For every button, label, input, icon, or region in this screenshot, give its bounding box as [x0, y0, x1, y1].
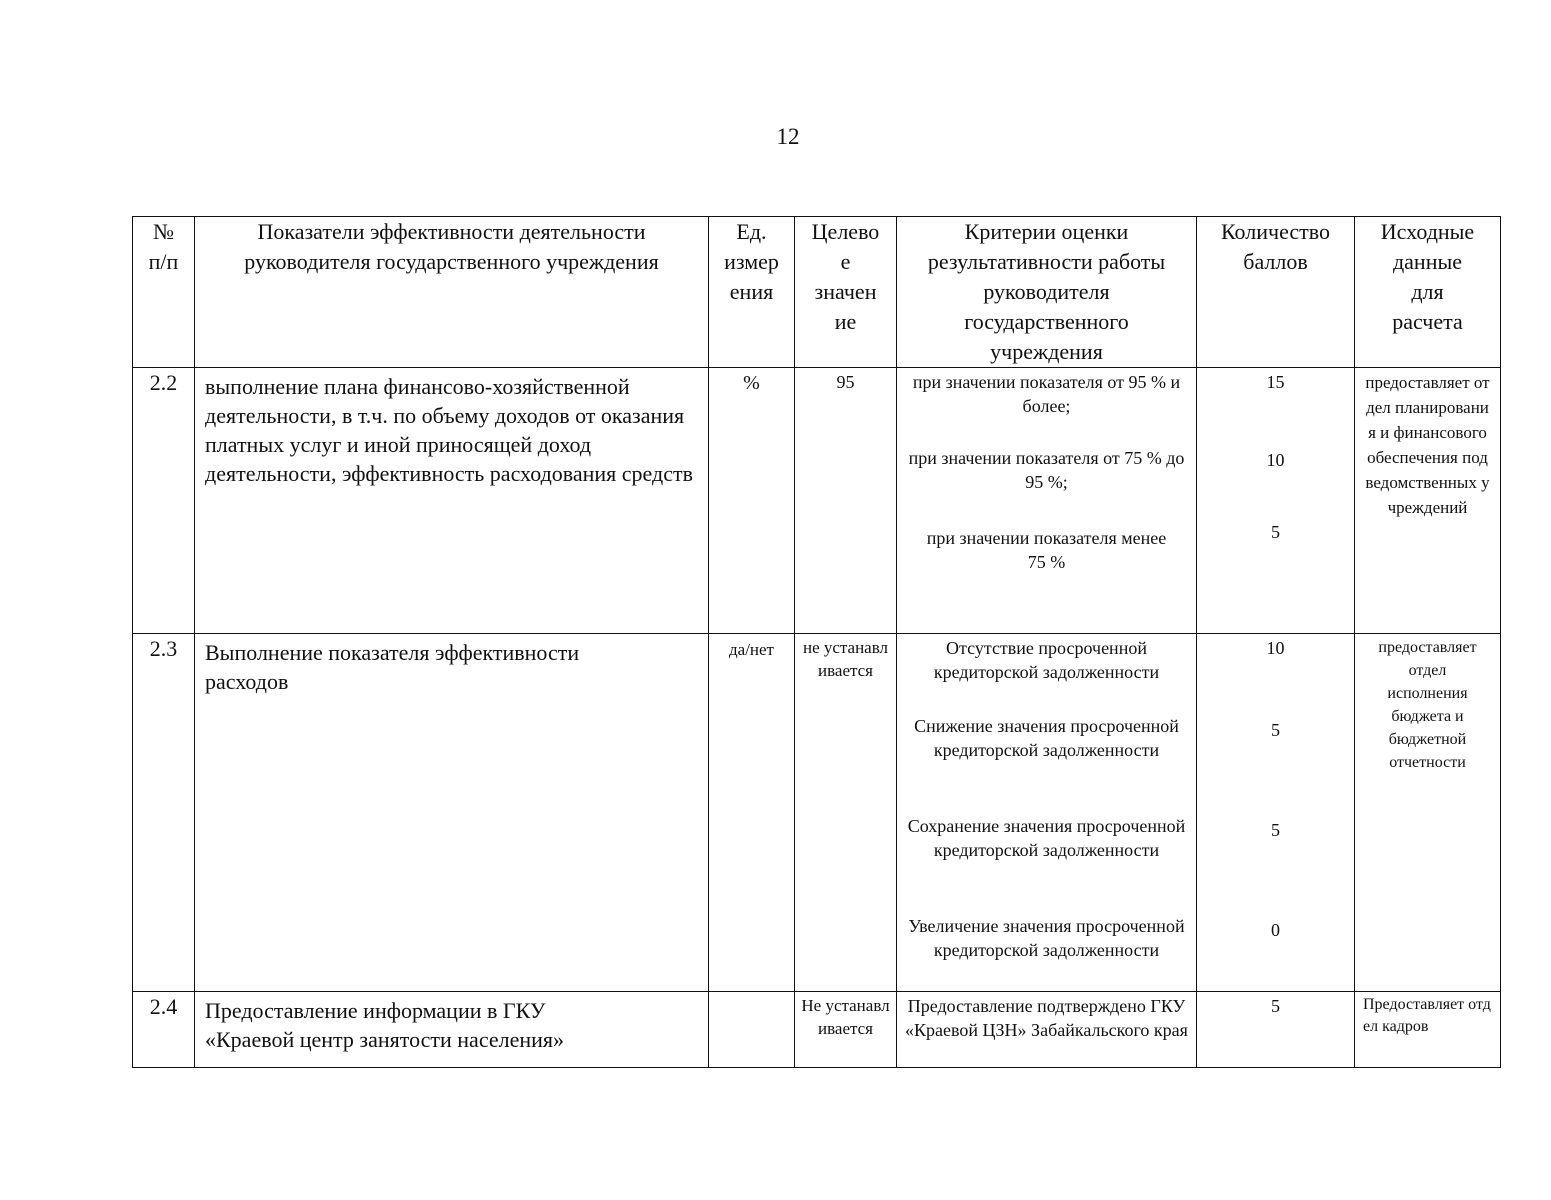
- row-indicator: Выполнение показателя эффективности расходов: [195, 634, 709, 992]
- row-target: 95: [795, 368, 897, 634]
- row-criteria: [897, 992, 1197, 1068]
- row-unit: %: [709, 368, 795, 634]
- score: 0: [1271, 920, 1280, 940]
- page-number: 12: [776, 124, 800, 149]
- row-scores: [1197, 634, 1355, 992]
- row-criteria: [897, 634, 1197, 992]
- row-source: предоставляет отдел планирования и финансового обеспечения подведомственных учреждений: [1355, 368, 1501, 634]
- header-target: Целево е значен ие: [795, 217, 897, 368]
- table-row: [133, 634, 1501, 992]
- header-score: Количество баллов: [1197, 217, 1355, 368]
- row-num: 2.4: [133, 992, 195, 1068]
- criterion: Отсутствие просроченной кредиторской задолженности: [933, 638, 1160, 682]
- row-num: 2.3: [133, 634, 195, 992]
- header-source: Исходные данные для расчета: [1355, 217, 1501, 368]
- row-criteria: [897, 368, 1197, 634]
- criterion: Сохранение значения просроченной кредиторской задолженности: [907, 816, 1186, 860]
- row-target: Не устанавливается: [795, 992, 897, 1068]
- header-criteria: Критерии оценки результативности работы руководителя государственного учреждения: [897, 217, 1197, 368]
- row-target: не устанавливается: [795, 634, 897, 992]
- row-source: Предоставляет отдел кадров: [1355, 992, 1501, 1068]
- score: 15: [1266, 372, 1285, 392]
- score: 5: [1271, 522, 1280, 542]
- header-indicator: Показатели эффективности деятельности руководителя государственного учреждения: [195, 217, 709, 368]
- header-row: [133, 217, 1501, 368]
- criterion: Предоставление подтверждено ГКУ «Краевой ЦЗН» Забайкальского края: [905, 996, 1188, 1040]
- row-indicator: Предоставление информации в ГКУ «Краевой центр занятости населения»: [195, 992, 709, 1068]
- row-num: 2.2: [133, 368, 195, 634]
- score: 5: [1271, 720, 1280, 740]
- criterion: при значении показателя менее 75 %: [926, 528, 1167, 572]
- table-row: [133, 368, 1501, 634]
- criterion: при значении показателя от 95 % и более;: [912, 372, 1181, 416]
- row-source: предоставляет отдел исполнения бюджета и бюджетной отчетности: [1355, 634, 1501, 992]
- row-scores: [1197, 368, 1355, 634]
- score: 5: [1271, 820, 1280, 840]
- row-scores: [1197, 992, 1355, 1068]
- row-unit: да/нет: [709, 634, 795, 992]
- criterion: Увеличение значения просроченной кредиторской задолженности: [908, 916, 1185, 960]
- criterion: при значении показателя от 75 % до 95 %;: [908, 448, 1185, 492]
- score: 10: [1266, 450, 1285, 470]
- header-num: № п/п: [133, 217, 195, 368]
- row-unit: [709, 992, 795, 1068]
- table-row: [133, 992, 1501, 1068]
- score: 5: [1271, 996, 1280, 1016]
- row-indicator: выполнение плана финансово-хозяйственной деятельности, в т.ч. по объему доходов от оказания платных услуг и иной приносящей доход деятельности, эффективность расходования средств: [195, 368, 709, 634]
- criterion: Снижение значения просроченной кредиторской задолженности: [914, 716, 1179, 760]
- header-unit: Ед. измер ения: [709, 217, 795, 368]
- score: 10: [1266, 638, 1285, 658]
- indicators-table: [132, 216, 1501, 1068]
